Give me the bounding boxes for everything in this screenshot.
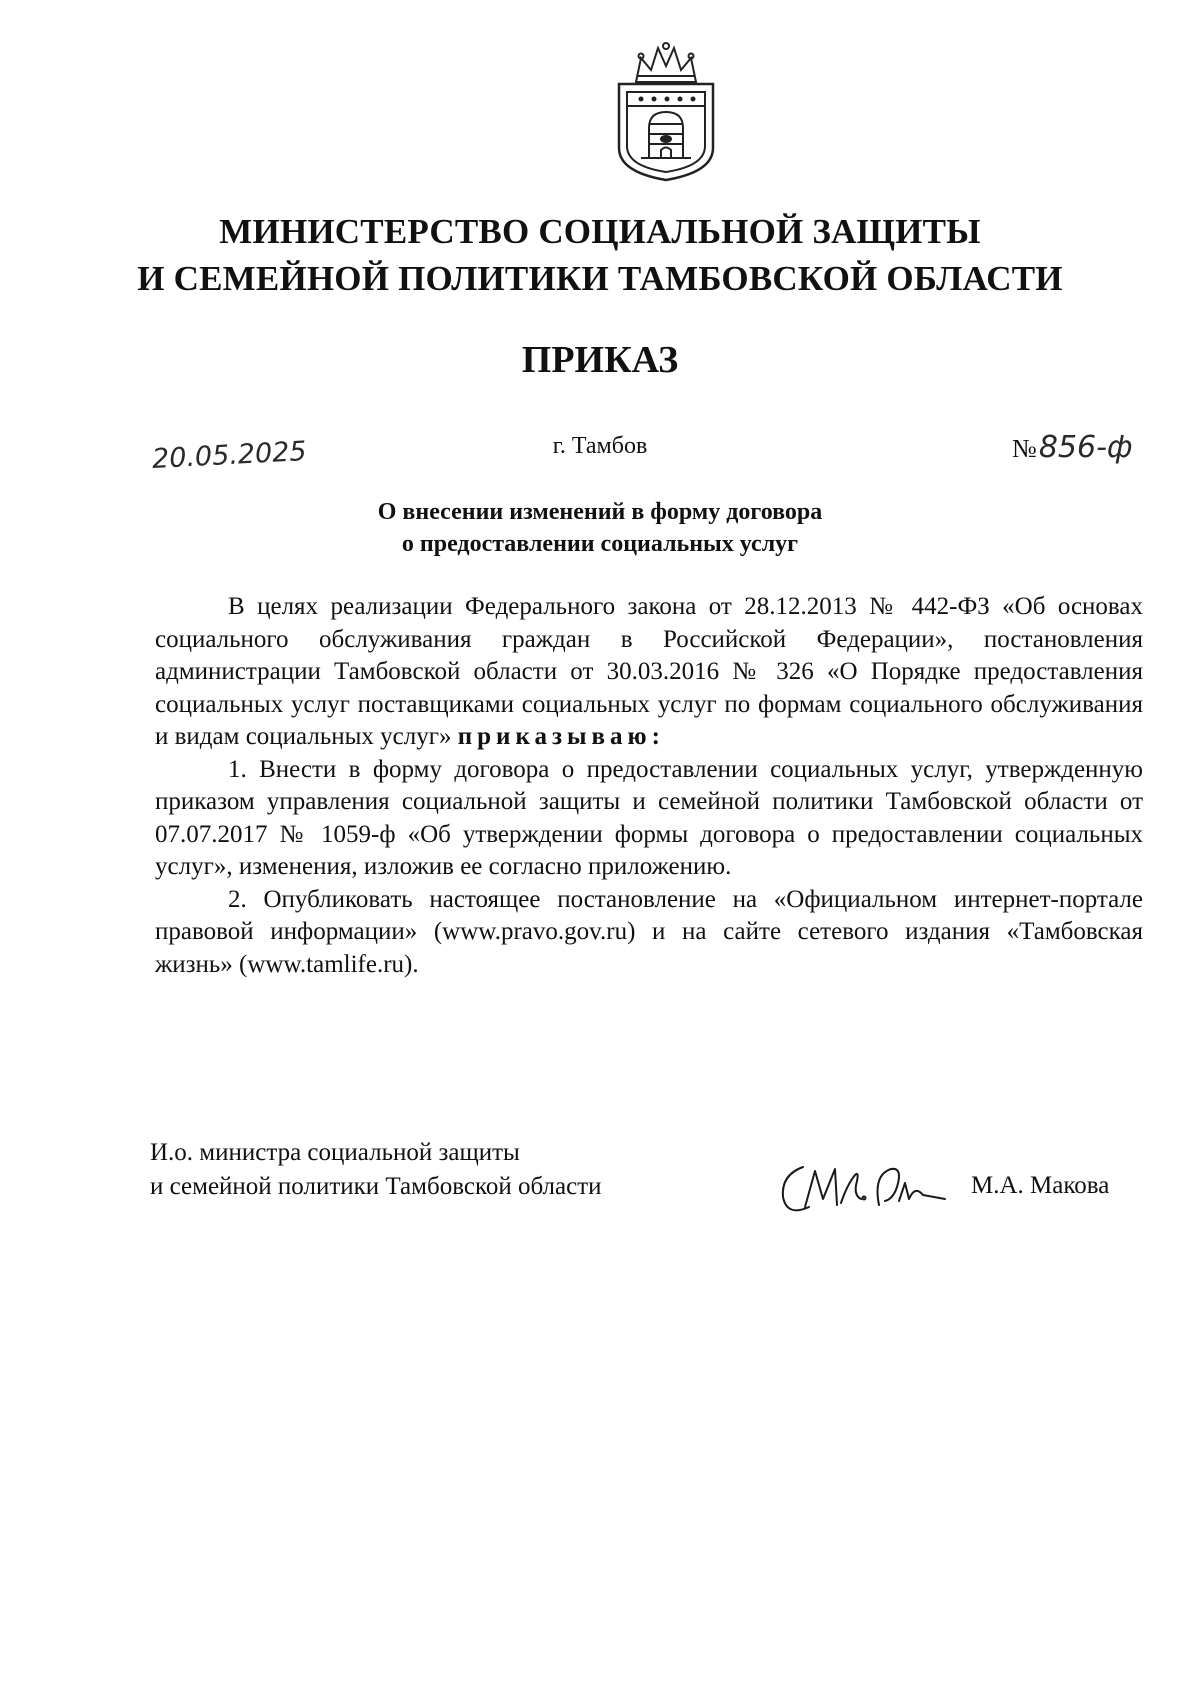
ministry-name-line2: И СЕМЕЙНОЙ ПОЛИТИКИ ТАМБОВСКОЙ ОБЛАСТИ [137,259,1063,298]
number-prefix: № [1012,434,1037,463]
handwritten-signature-icon [775,1155,950,1227]
signatory-position-line2: и семейной политики Тамбовской области [150,1173,602,1200]
subject-line2: о предоставлении социальных услуг [401,531,799,557]
order-colon: : [651,723,660,750]
document-subject [200,496,1000,560]
signatory-position [150,1136,602,1204]
document-number [1012,430,1133,465]
preamble-paragraph [155,591,1143,754]
order-item-1: 1. Внести в форму договора о предоставлении социальных услуг, утвержденную приказом управления социальной защиты и семейной политики Тамбовской области от 07.07.2017 № 1059-ф «Об утверждении формы договора о предоставлении социальных услуг», изменения, изложив ее согласно приложению. [155,755,1143,880]
document-body [155,591,1143,981]
order-item-2: 2. Опубликовать настоящее постановление на «Официальном интернет-портале правовой информации» (www.pravo.gov.ru) и на сайте сетевого издания «Тамбовская жизнь» (www.tamlife.ru). [155,885,1143,978]
number-value: 856-ф [1038,430,1133,465]
document-city: г. Тамбов [552,433,648,459]
signatory-position-line1: И.о. министра социальной защиты [150,1139,520,1166]
coat-of-arms-icon [611,40,721,182]
signatory-name: М.А. Макова [971,1172,1110,1199]
preamble-text: В целях реализации Федерального закона от 28.12.2013 № 442-ФЗ «Об основах социального обслуживания граждан в Российской Федерации», постановления администрации Тамбовской области от 30.03.2016 № 326 «О Порядке предоставления социальных услуг поставщиками социальных услуг по формам социального обслуживания и видам социальных услуг» [155,593,1143,750]
ministry-name-line1: МИНИСТЕРСТВО СОЦИАЛЬНОЙ ЗАЩИТЫ [219,212,981,251]
subject-line1: О внесении изменений в форму договора [377,499,823,525]
document-date: 20.05.2025 [151,435,308,476]
document-type-title: ПРИКАЗ [521,339,679,381]
order-word: приказываю [457,723,652,750]
